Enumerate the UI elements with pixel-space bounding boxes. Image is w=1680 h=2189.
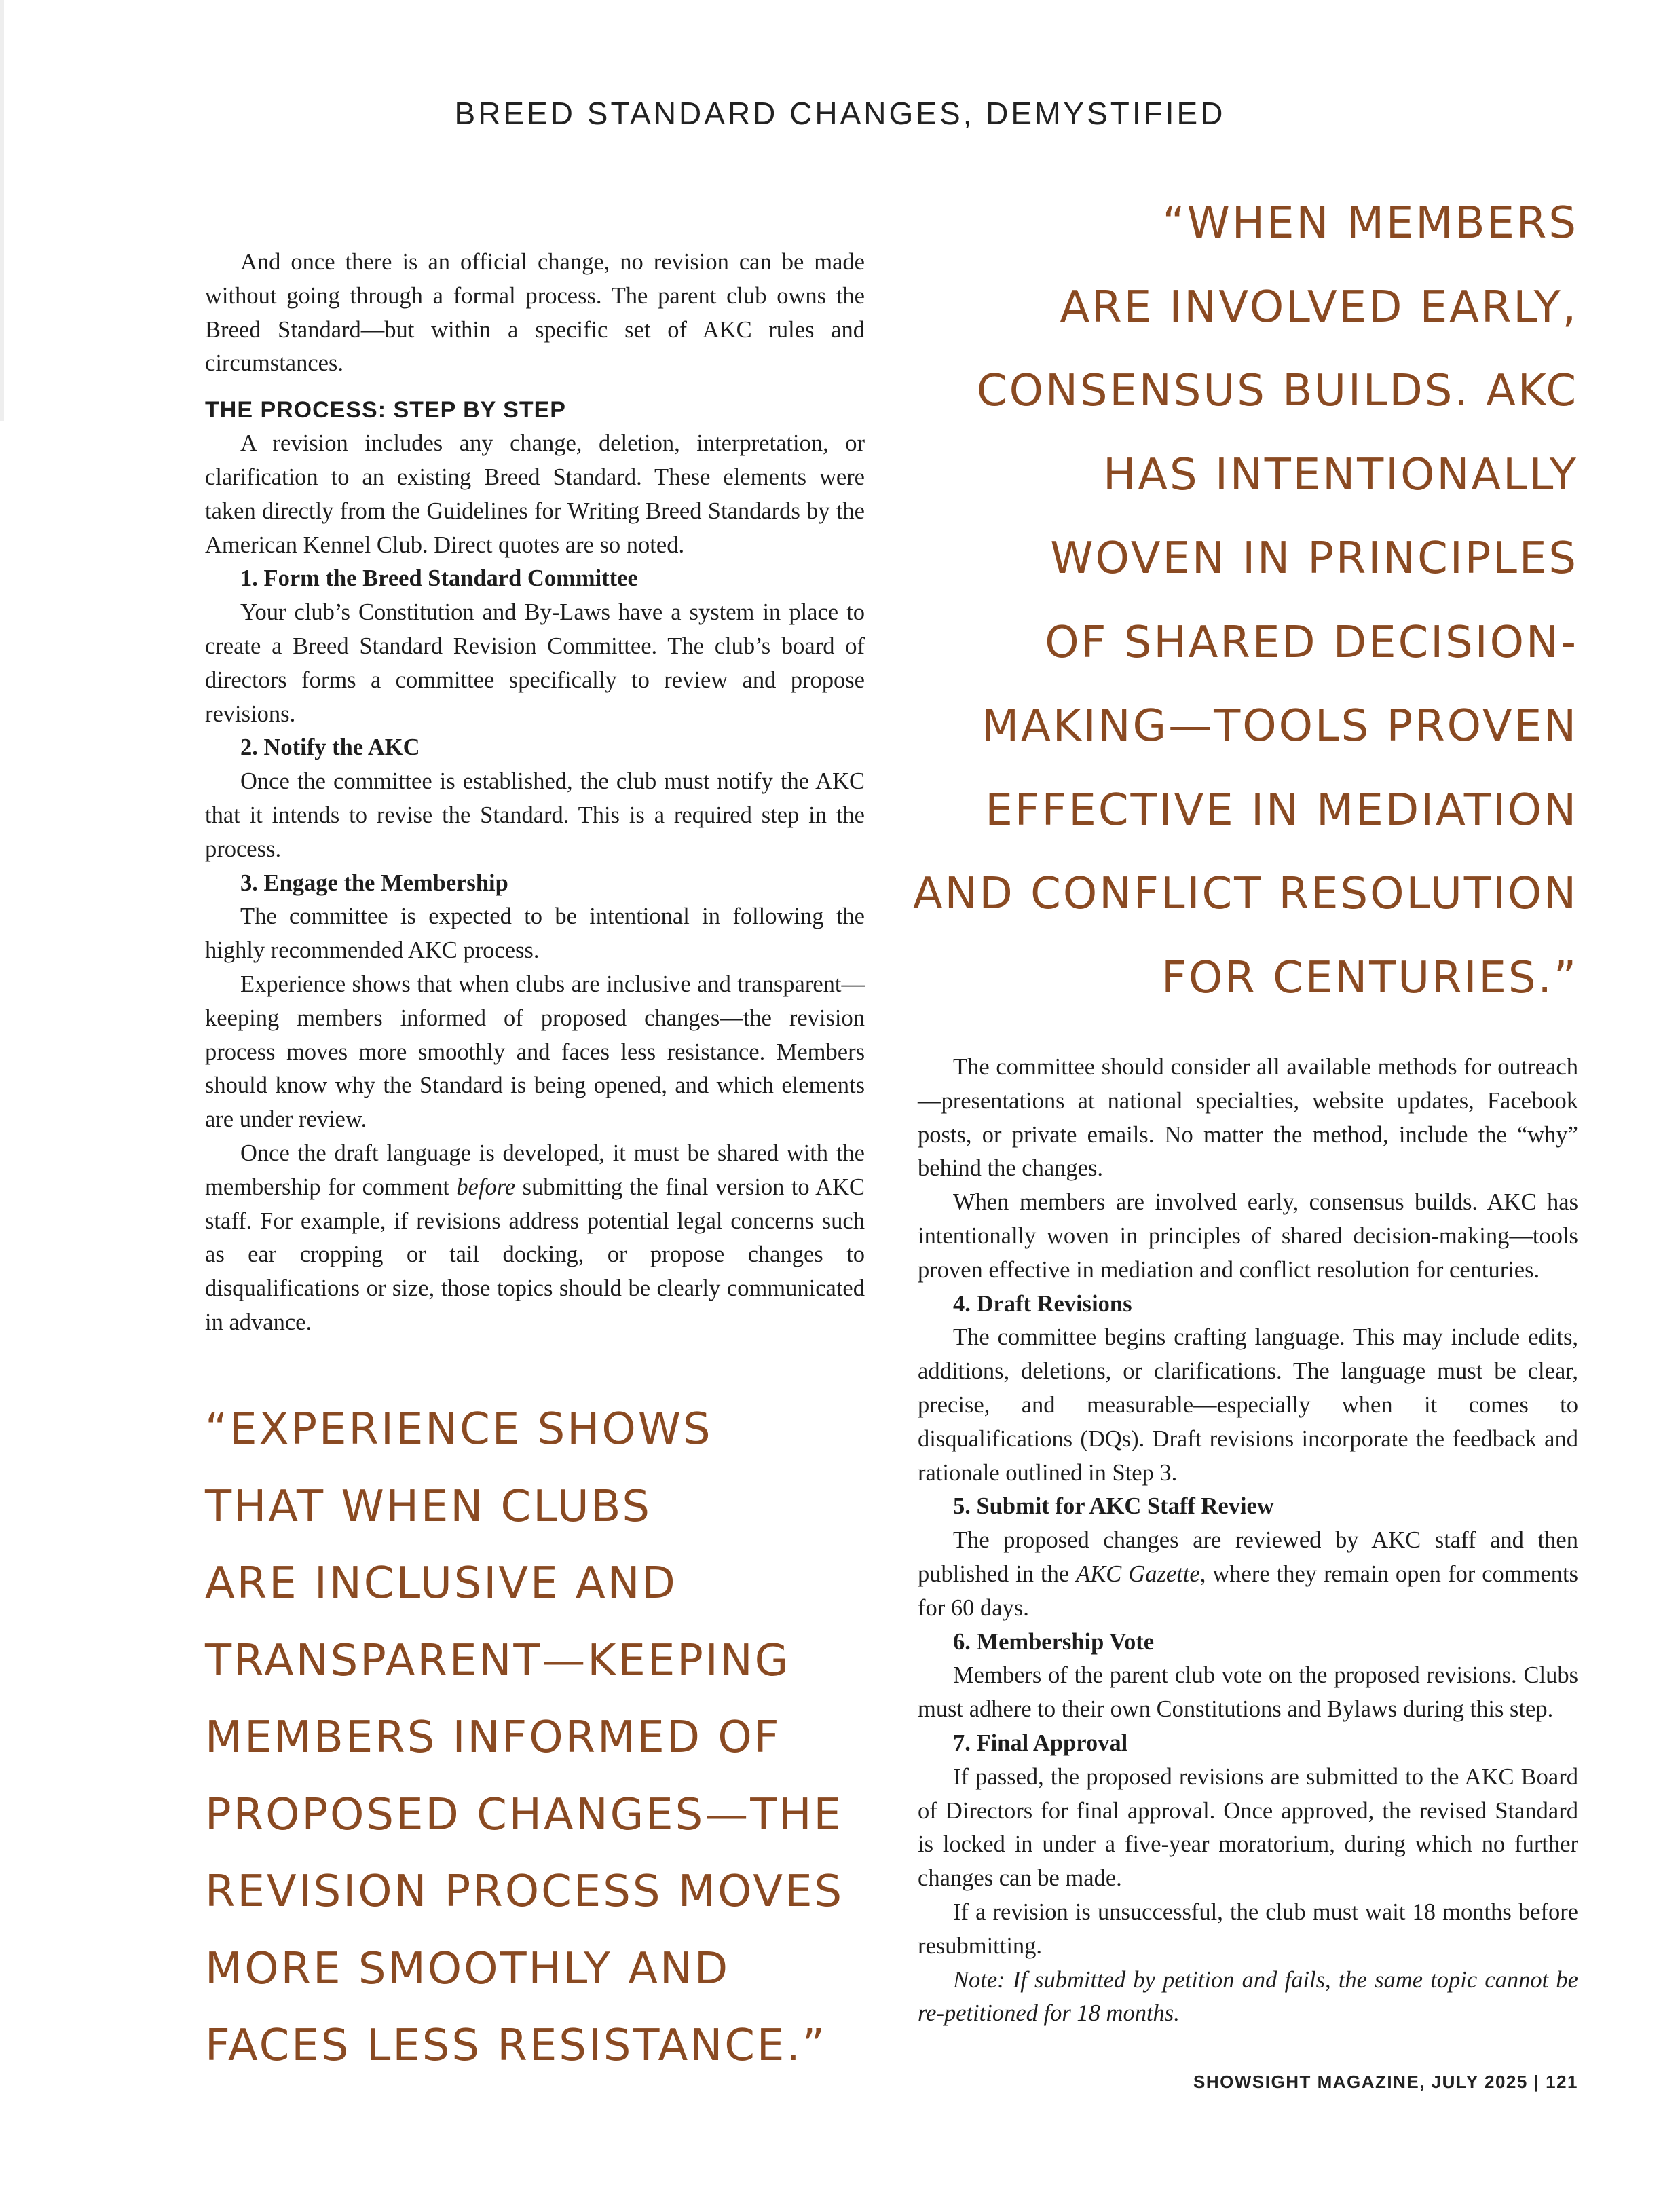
pull-quote-bottom-left (205, 1391, 884, 2085)
pull-quote-line: “EXPERIENCE SHOWS (205, 1404, 713, 1455)
step-heading-1: 1. Form the Breed Standard Committee (240, 565, 638, 592)
body-paragraph: Experience shows that when clubs are inclusive and transparent—keeping members informed of proposed changes—the revision process moves more smoothly and faces less resistance. Members should know why the Standard is being opened, and which elements are under review. (205, 971, 865, 1133)
folio (1193, 2072, 1578, 2093)
body-paragraph: If passed, the proposed revisions are submitted to the AKC Board of Directors for final approval. Once approved, the revised Standard is locked in under a five-year moratorium, during which no further changes can be made. (918, 1763, 1578, 1892)
pull-quote-line: FOR CENTURIES.” (1161, 952, 1578, 1003)
pull-quote-line: TRANSPARENT—KEEPING (205, 1635, 791, 1686)
pull-quote-line: MEMBERS INFORMED OF (205, 1713, 781, 1763)
emphasis-before: before (456, 1174, 516, 1200)
pull-quote-line: FACES LESS RESISTANCE.” (205, 2021, 827, 2071)
page-number: 121 (1546, 2072, 1578, 2092)
pull-quote-top-right (832, 182, 1578, 1020)
step-heading-7: 7. Final Approval (953, 1729, 1128, 1756)
step-heading-4: 4. Draft Revisions (953, 1290, 1132, 1317)
body-paragraph (205, 1137, 865, 1340)
pull-quote-line: THAT WHEN CLUBS (205, 1481, 652, 1532)
pull-quote-line: ARE INVOLVED EARLY, (1060, 282, 1578, 333)
step-heading-2: 2. Notify the AKC (240, 734, 420, 761)
emphasis-akc-gazette: AKC Gazette (1076, 1560, 1200, 1587)
pull-quote-line: EFFECTIVE IN MEDIATION (985, 785, 1578, 836)
left-column (205, 246, 865, 1340)
folio-separator: | (1533, 2072, 1540, 2092)
text-run: Once the draft language is developed, it must be shared with the membership for comment (205, 1140, 865, 1200)
text-run: The proposed changes are reviewed by AKC staff and then published in the (918, 1527, 1578, 1587)
pull-quote-line: HAS INTENTIONALLY (1103, 449, 1578, 500)
intro-paragraph: And once there is an official change, no revision can be made without going through a formal process. The parent club owns the Breed Standard—but within a specific set of AKC rules and circumstances. (205, 249, 865, 377)
note-paragraph (918, 1964, 1578, 2032)
body-paragraph: Members of the parent club vote on the proposed revisions. Clubs must adhere to their own Constitutions and Bylaws during this step. (918, 1662, 1578, 1723)
pull-quote-line: REVISION PROCESS MOVES (205, 1867, 844, 1917)
body-paragraph: A revision includes any change, deletion, interpretation, or clarification to an existing Breed Standard. These elements were taken directly from the Guidelines for Writing Breed Standards by the American Kennel Club. Direct quotes are so noted. (205, 430, 865, 558)
text-run: , where they remain open for comments for 60 days. (918, 1560, 1579, 1621)
body-paragraph: The committee should consider all available methods for outreach—presentations at national specialties, website updates, Facebook posts, or private emails. No matter the method, include the “why” behind the changes. (918, 1054, 1578, 1182)
step-heading-6: 6. Membership Vote (953, 1628, 1155, 1655)
pull-quote-line: CONSENSUS BUILDS. AKC (976, 366, 1578, 416)
body-paragraph: The committee is expected to be intentional in following the highly recommended AKC process. (205, 903, 865, 964)
pull-quote-line: MORE SMOOTHLY AND (205, 1943, 730, 1994)
body-paragraph: The committee begins crafting language. This may include edits, additions, deletions, or clarifications. The language must be clear, precise, and measurable—especially when it comes to disqualifications (DQs). Draft revisions incorporate the feedback and rationale outlined in Step 3. (918, 1324, 1578, 1486)
body-paragraph (918, 1524, 1578, 1625)
note-text: Note: If submitted by petition and fails, the same topic cannot be re-petitioned for 18 months. (918, 1966, 1578, 2027)
section-subhead: THE PROCESS: STEP BY STEP (205, 397, 566, 424)
right-column (918, 1051, 1578, 2031)
step-heading-3: 3. Engage the Membership (240, 869, 508, 896)
running-head: BREED STANDARD CHANGES, DEMYSTIFIED (454, 96, 1226, 131)
pull-quote-line: “WHEN MEMBERS (1162, 198, 1578, 248)
pull-quote-line: OF SHARED DECISION- (1045, 617, 1578, 668)
body-paragraph: Your club’s Constitution and By-Laws have a system in place to create a Breed Standard Revision Committee. The club’s board of directors forms a committee specifically to review and propose revisions. (205, 599, 865, 727)
folio-text: SHOWSIGHT MAGAZINE, JULY 2025 (1193, 2072, 1528, 2092)
step-heading-5: 5. Submit for AKC Staff Review (953, 1493, 1274, 1520)
pull-quote-line: ARE INCLUSIVE AND (205, 1558, 677, 1609)
body-paragraph: When members are involved early, consensus builds. AKC has intentionally woven in principles of shared decision-making—tools proven effective in mediation and conflict resolution for centuries. (918, 1189, 1578, 1283)
body-paragraph: Once the committee is established, the club must notify the AKC that it intends to revise the Standard. This is a required step in the process. (205, 768, 865, 862)
page-edge-rule (0, 0, 4, 421)
body-paragraph: If a revision is unsuccessful, the club must wait 18 months before resubmitting. (918, 1898, 1578, 1959)
text-run: submitting the final version to AKC staff. For example, if revisions address potential legal concerns such as ear cropping or tail docking, or propose changes to disqualifications or size, those topics should be clearly communicated in advance. (205, 1174, 865, 1335)
pull-quote-line: AND CONFLICT RESOLUTION (912, 869, 1578, 919)
pull-quote-line: MAKING—TOOLS PROVEN (981, 701, 1578, 751)
pull-quote-line: PROPOSED CHANGES—THE (205, 1789, 843, 1840)
pull-quote-line: WOVEN IN PRINCIPLES (1050, 534, 1578, 584)
